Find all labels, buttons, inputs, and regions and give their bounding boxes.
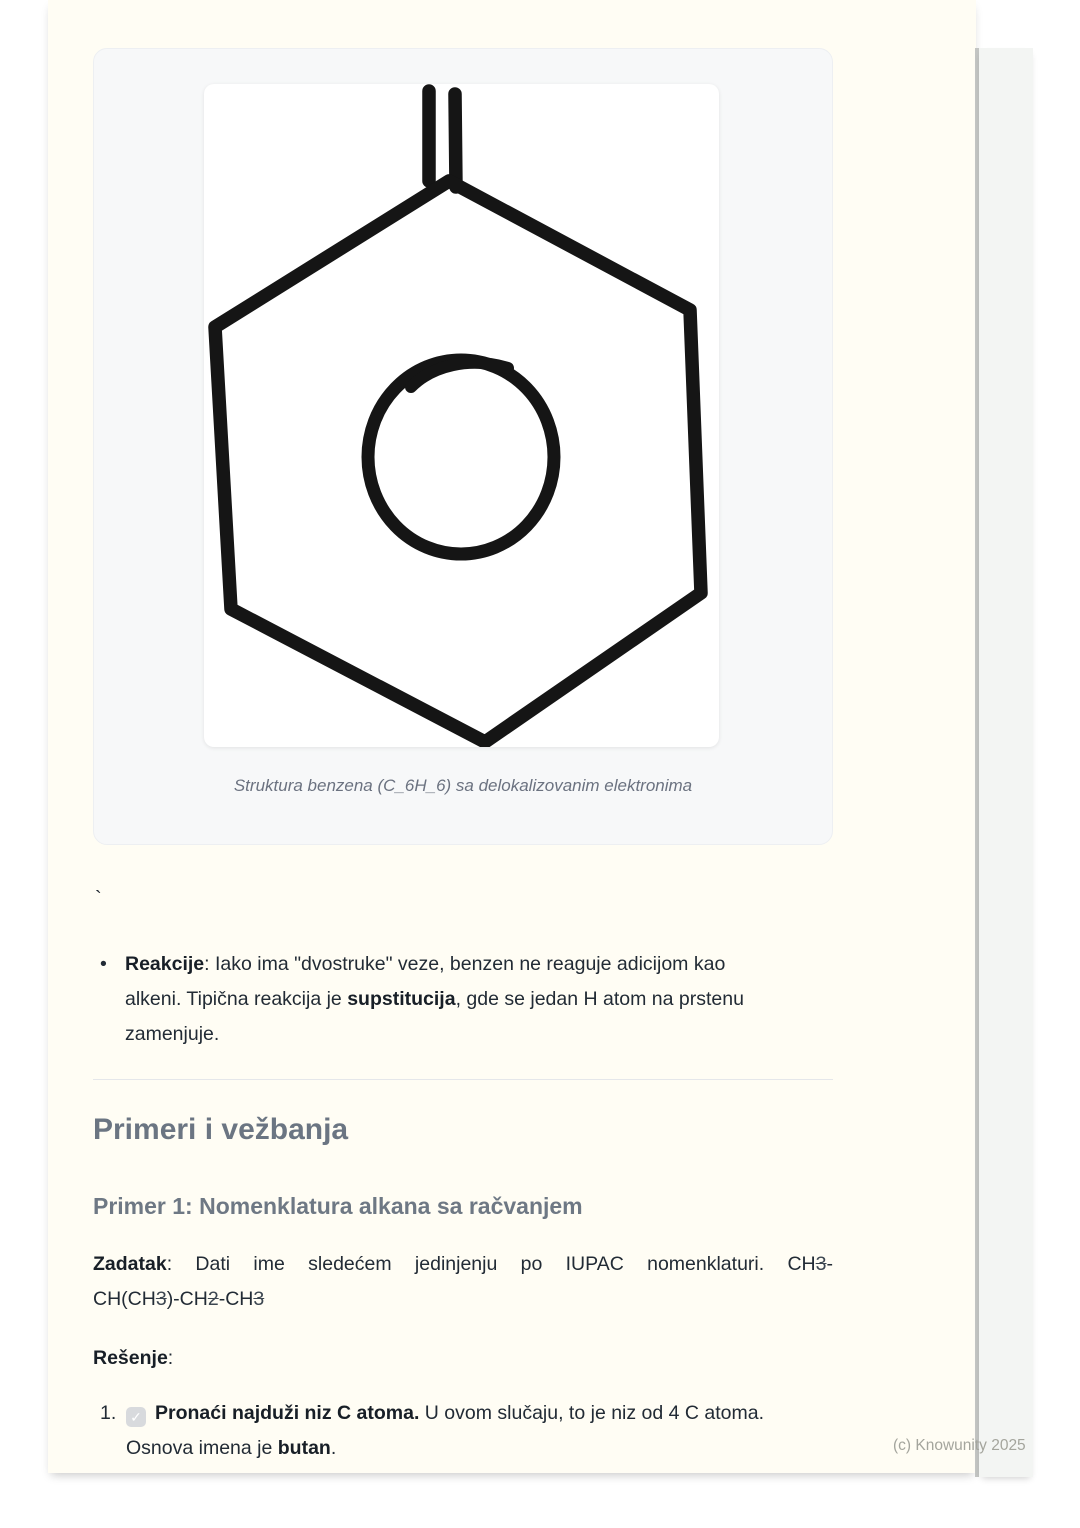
step-text-3: . [330, 1437, 337, 1459]
formula-part-1: CH [787, 1253, 816, 1275]
section-divider [93, 1079, 833, 1080]
checkbox-checked-icon[interactable]: ✓ [126, 1407, 146, 1427]
solution-label: Rešenje [93, 1347, 168, 1369]
benzene-ring-icon [204, 84, 719, 747]
stray-backtick: ` [95, 888, 102, 910]
section-heading: Primeri i vežbanja [93, 1113, 349, 1146]
bullet-text-4: zamenjuje. [125, 1023, 220, 1045]
bullet-text-3: , gde se jedan H atom na prstenu [455, 988, 744, 1010]
next-page-edge [979, 48, 1033, 1477]
formula-part-2: CH(CH [93, 1288, 156, 1310]
formula-sub-2: 3 [155, 1288, 167, 1310]
solution-step-1 [93, 1396, 838, 1466]
formula-sub-4: 3 [253, 1288, 265, 1310]
task-label: Zadatak [93, 1253, 167, 1275]
formula-sub-3: 2 [207, 1288, 219, 1310]
bullet-text-1: : Iako ima "dvostruke" veze, benzen ne reaguje adicijom kao [204, 953, 726, 975]
example-subheading: Primer 1: Nomenklatura alkana sa račvanjem [93, 1193, 583, 1219]
formula-segment [93, 1288, 264, 1310]
watermark: (c) Knowunity 2025 [893, 1437, 1026, 1454]
benzene-image [204, 84, 719, 747]
document-page [48, 0, 976, 1473]
page-content [93, 0, 833, 1473]
figure-card [93, 48, 833, 845]
step-bold-text: Pronaći najduži niz C atoma. [155, 1402, 420, 1424]
step-text-2: Osnova imena je [126, 1437, 278, 1459]
bullet-bold-supstitucija: supstitucija [347, 988, 456, 1010]
step-text-1: U ovom slučaju, to je niz od 4 C atoma. [419, 1402, 765, 1424]
step-bold-butan: butan [277, 1437, 331, 1459]
figure-caption: Struktura benzena (C_6H_6) sa delokalizovanim elektronima [233, 776, 693, 795]
bullet-item-reakcije [93, 947, 833, 1052]
solution-colon: : [167, 1347, 174, 1369]
formula-part-4: -CH [218, 1288, 254, 1310]
task-intro: : Dati ime sledećem jedinjenju po IUPAC nomenklaturi. [166, 1253, 788, 1275]
formula-hyphen: - [826, 1253, 833, 1275]
bullet-text-2: alkeni. Tipična reakcija je [125, 988, 348, 1010]
formula-part-3: )-CH [166, 1288, 208, 1310]
solution-label-paragraph [93, 1341, 833, 1376]
task-paragraph [93, 1247, 833, 1317]
formula-sub-1: 3 [815, 1253, 827, 1275]
bullet-bold-reakcije: Reakcije [125, 953, 205, 975]
step-number: 1. [100, 1402, 117, 1424]
bullet-marker: • [100, 953, 107, 975]
